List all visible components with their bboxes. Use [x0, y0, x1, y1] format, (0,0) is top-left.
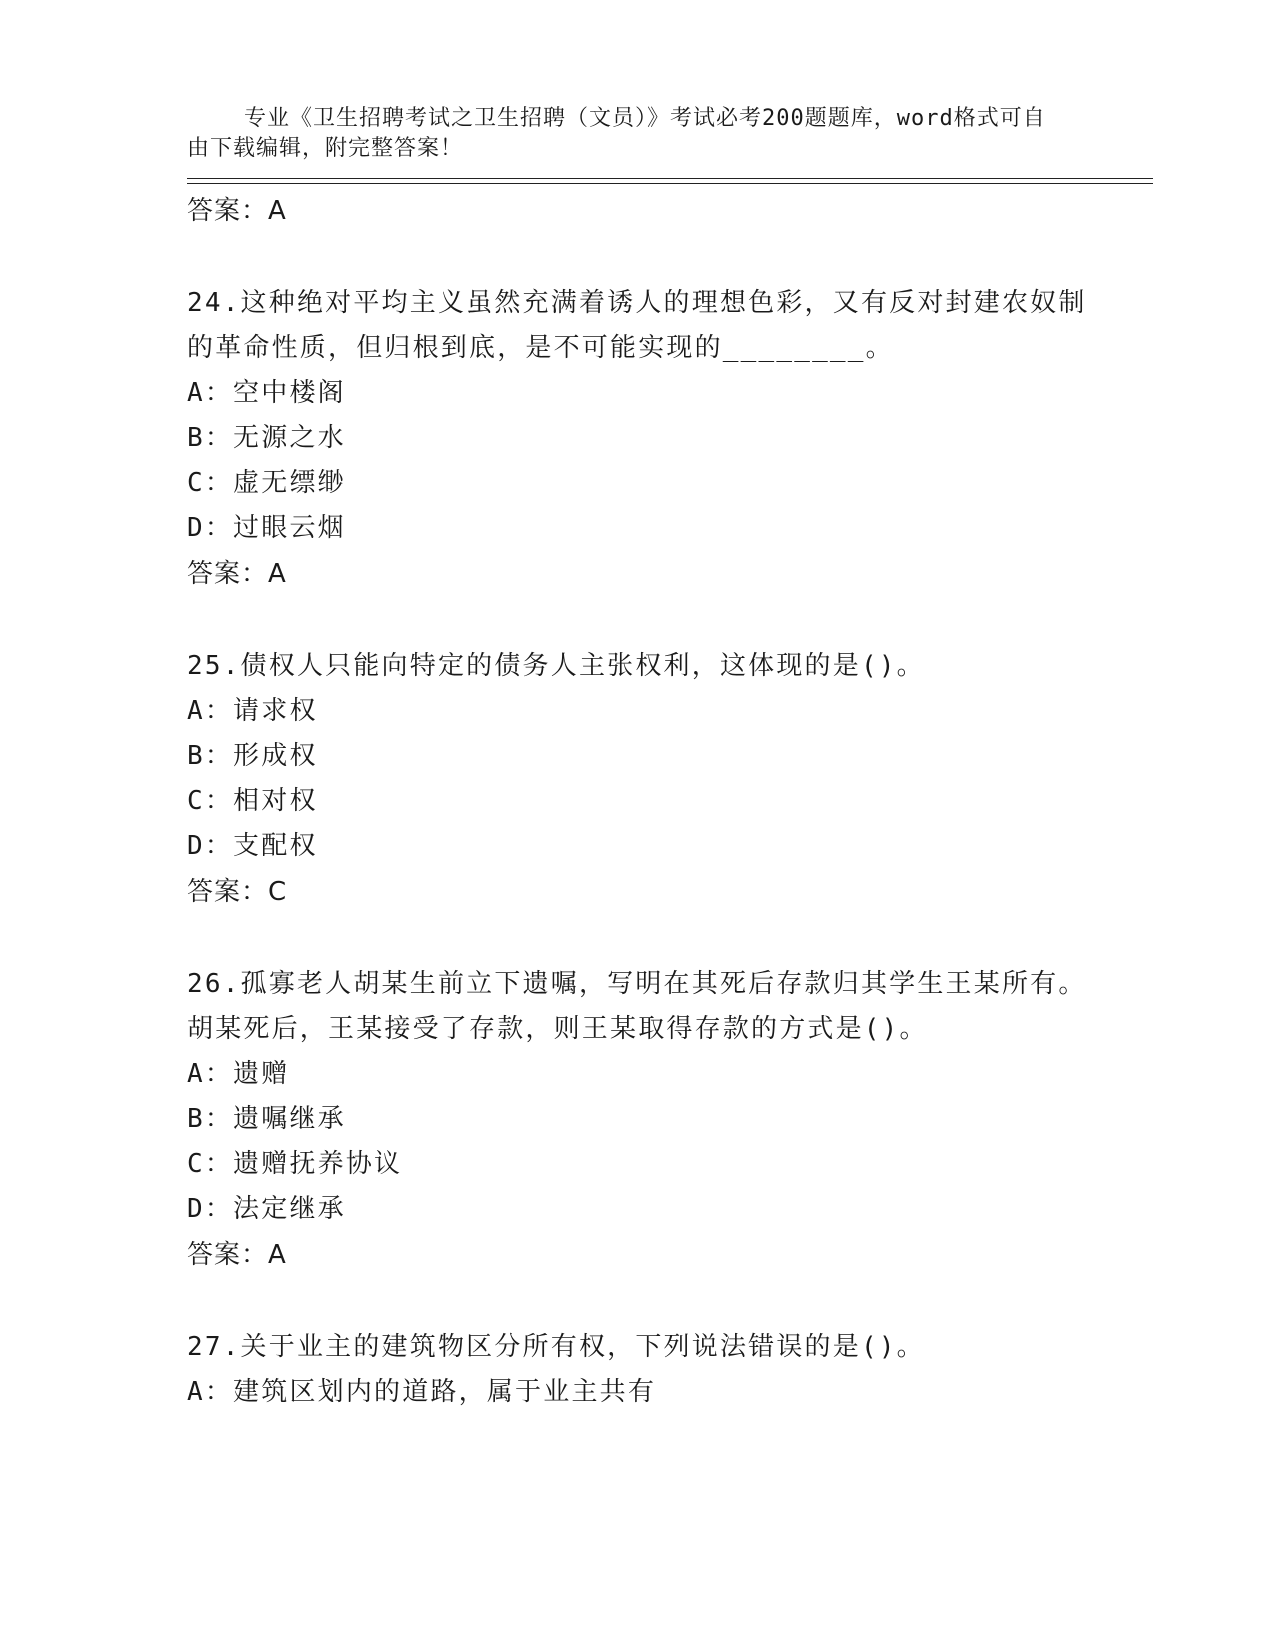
header-title: 专业《卫生招聘考试之卫生招聘（文员）》考试必考200题题库，word格式可自由下载编辑，附完整答案！ [187, 106, 1046, 161]
option-d: D：法定继承 [187, 1194, 346, 1224]
question-26 [187, 962, 1087, 1278]
option-a: A：建筑区划内的道路，属于业主共有 [187, 1377, 657, 1407]
option-b: B：无源之水 [187, 423, 346, 453]
option-d: D：过眼云烟 [187, 513, 346, 543]
option-c: C：遗赠抚养协议 [187, 1149, 403, 1179]
option-a: A：请求权 [187, 696, 318, 726]
header-divider-bottom [187, 183, 1153, 184]
option-b: B：形成权 [187, 741, 318, 771]
option-a: A：遗赠 [187, 1059, 290, 1089]
answer-line: 答案：A [187, 559, 287, 589]
option-d: D：支配权 [187, 831, 318, 861]
document-header [187, 74, 1067, 194]
question-text: 25.债权人只能向特定的债务人主张权利，这体现的是()。 [187, 651, 925, 681]
option-a: A：空中楼阁 [187, 378, 346, 408]
option-b: B：遗嘱继承 [187, 1104, 346, 1134]
header-divider-top [187, 178, 1153, 179]
question-text: 26.孤寡老人胡某生前立下遗嘱，写明在其死后存款归其学生王某所有。胡某死后，王某接受了存款，则王某取得存款的方式是()。 [187, 969, 1087, 1044]
answer-line: 答案：A [187, 1240, 287, 1270]
question-list [187, 188, 1087, 1415]
answer-line: 答案：C [187, 877, 288, 907]
option-c: C：相对权 [187, 786, 318, 816]
question-text: 24.这种绝对平均主义虽然充满着诱人的理想色彩，又有反对封建农奴制的革命性质，但归根到底，是不可能实现的________。 [187, 288, 1087, 363]
answer-line: 答案：A [187, 196, 287, 226]
question-27 [187, 1325, 1087, 1415]
question-25 [187, 644, 1087, 915]
question-text: 27.关于业主的建筑物区分所有权，下列说法错误的是()。 [187, 1332, 925, 1362]
option-c: C：虚无缥缈 [187, 468, 346, 498]
question-24 [187, 281, 1087, 597]
